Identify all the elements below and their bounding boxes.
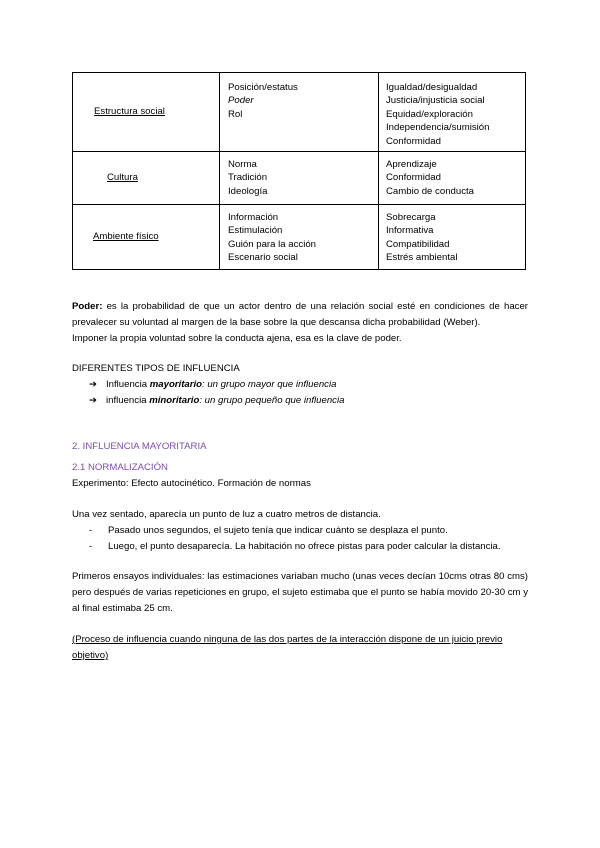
poder-term: Poder: xyxy=(72,301,103,312)
cell-text: Guión para la acción xyxy=(228,238,316,250)
poder-definition-text: es la probabilidad de que un actor dentro de una relación social esté en condiciones de hacer prevalecer su voluntad al margen de la base sobre la que descansa dicha probabilidad (Weber). xyxy=(72,301,528,328)
table-row xyxy=(73,73,526,152)
cell-text: Estimulación xyxy=(228,225,283,237)
cell-text: Justicia/injusticia social xyxy=(386,95,485,107)
cell-text: Norma xyxy=(228,159,257,170)
cell-text: Rol xyxy=(228,108,243,120)
influence-factors-table xyxy=(72,72,526,270)
process-note: (Proceso de influencia cuando ninguna de las dos partes de la interacción dispone de un juicio previo objetivo) xyxy=(72,634,503,661)
influence-types xyxy=(72,361,528,409)
cell-text: Conformidad xyxy=(386,172,441,184)
table-row xyxy=(73,152,526,205)
cell-text: Conformidad xyxy=(386,135,441,147)
row-label-estructura-social: Estructura social xyxy=(94,106,165,118)
arrow-icon: ➔ xyxy=(89,379,98,390)
poder-line-2: Imponer la propia voluntad sobre la conducta ajena, esa es la clave de poder. xyxy=(72,333,402,344)
subsection-heading: 2.1 NORMALIZACIÓN xyxy=(72,462,168,473)
results-paragraph: Primeros ensayos individuales: las estimaciones variaban mucho (unas veces decían 10cms otras 80 cms) pero después de varias repeticiones en grupo, el sujeto estimaba que el punto se había movido 20-30 cm y al final estimaba 25 cm. xyxy=(72,571,528,614)
cell-text: Compatibilidad xyxy=(386,238,450,250)
cell-text: Tradición xyxy=(228,172,268,184)
cell-text: Aprendizaje xyxy=(386,159,437,170)
cell-text: Estrés ambiental xyxy=(386,252,458,264)
section-heading: 2. INFLUENCIA MAYORITARIA xyxy=(72,441,207,452)
cell-text: Ideología xyxy=(228,185,268,197)
list-item: - Luego, el punto desaparecía. La habitación no ofrece pistas para poder calcular la distancia. xyxy=(89,541,501,552)
experiment-intro: Una vez sentado, aparecía un punto de luz a cuatro metros de distancia. xyxy=(72,509,381,520)
experiment-description xyxy=(72,507,528,555)
cell-text: Poder xyxy=(228,95,254,107)
cell-text: Información xyxy=(228,212,279,223)
cell-text: Posición/estatus xyxy=(228,82,298,93)
cell-text: Informativa xyxy=(386,225,434,237)
list-item: ➔ influencia minoritario: un grupo pequeño que influencia xyxy=(89,393,528,409)
cell-text: Independencia/sumisión xyxy=(386,122,490,134)
cell-text: Equidad/exploración xyxy=(386,108,473,120)
table-row xyxy=(73,205,526,270)
list-item: - Pasado unos segundos, el sujeto tenía que indicar cuánto se desplaza el punto. xyxy=(89,525,448,536)
arrow-icon: ➔ xyxy=(89,395,98,406)
row-label-ambiente-fisico: Ambiente físico xyxy=(93,231,159,243)
experiment-title: Experimento: Efecto autocinético. Formación de normas xyxy=(72,478,311,489)
cell-text: Igualdad/desigualdad xyxy=(386,82,478,93)
influence-types-title: DIFERENTES TIPOS DE INFLUENCIA xyxy=(72,363,240,374)
cell-text: Escenario social xyxy=(228,252,298,264)
list-item: ➔ Influencia mayoritario: un grupo mayor que influencia xyxy=(89,377,528,393)
cell-text: Sobrecarga xyxy=(386,212,436,223)
poder-definition xyxy=(72,299,528,347)
cell-text: Cambio de conducta xyxy=(386,185,474,197)
row-label-cultura: Cultura xyxy=(107,172,138,184)
